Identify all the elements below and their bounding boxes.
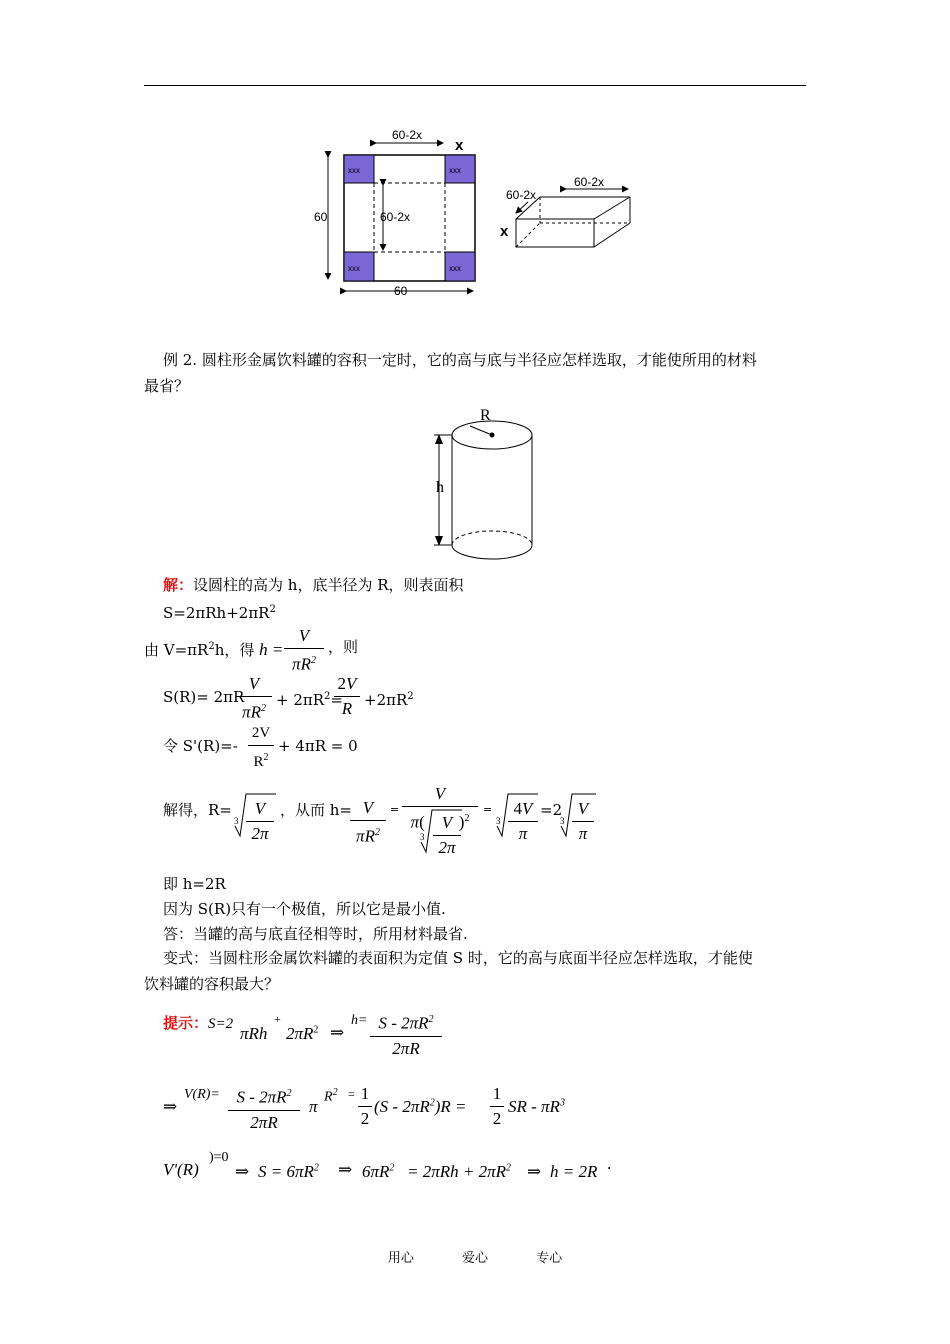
hint-half-1: 1 2 bbox=[358, 1083, 372, 1130]
root-fraction-1: V 2π bbox=[246, 798, 274, 845]
open-box bbox=[516, 197, 630, 247]
h-fraction: V $\pi R^2$ bbox=[284, 625, 324, 676]
inner-root-fraction: V 2π bbox=[433, 812, 461, 859]
hint-implies-5: ⇒ bbox=[527, 1162, 542, 1181]
variant-line1: 变式：当圆柱形金属饮料罐的表面积为定值 S 时，它的高与底面半径应怎样选取，才能使 bbox=[163, 949, 753, 967]
hint-implies-1: ⇒ bbox=[330, 1023, 345, 1042]
hint-r: $R^2$ bbox=[324, 1087, 338, 1105]
hint-line3-c: = $2\pi Rh + 2\pi R^2$ bbox=[407, 1162, 511, 1181]
hint-line3-b: $6\pi R^2$ bbox=[362, 1162, 395, 1181]
hint-v-fraction: S - $2\pi R^2$ 2πR bbox=[228, 1083, 300, 1134]
solution-intro: 设圆柱的高为 h，底半径为 R，则表面积 bbox=[193, 576, 464, 594]
sr-line-mid: + $2\pi R^2=$ bbox=[276, 691, 343, 709]
svg-text:3: 3 bbox=[234, 816, 239, 826]
bottom-dim-label: 60 bbox=[394, 284, 408, 298]
hint-vprime-end: )=0 bbox=[209, 1150, 229, 1165]
corner-label: xxx bbox=[348, 166, 360, 175]
hint-v-eq: V(R)= bbox=[184, 1087, 220, 1102]
corner-label: xxx bbox=[449, 166, 461, 175]
derivative-prefix: 令 S'(R)=- bbox=[163, 737, 238, 755]
eq-sign-2: = bbox=[483, 803, 493, 816]
hint-eq-small: = bbox=[348, 1087, 355, 1101]
left-dim-label: 60 bbox=[314, 210, 328, 224]
hint-implies-4: ⇒ bbox=[338, 1160, 353, 1179]
header-rule bbox=[144, 85, 806, 86]
solution-label: 解： bbox=[163, 576, 194, 594]
root-fraction-4: V π bbox=[572, 798, 594, 845]
footer-item: 专心 bbox=[536, 1251, 563, 1266]
box-x-label: x bbox=[500, 223, 509, 240]
example2-line2: 最省？ bbox=[144, 377, 190, 395]
hint-2pir: $2\pi R^2$ bbox=[286, 1024, 319, 1043]
sheet-and-box-diagram bbox=[300, 125, 660, 305]
root-fraction-3: 4V π bbox=[508, 798, 538, 845]
then-text: ，则 bbox=[328, 638, 359, 656]
conclusion-2: 因为 S(R)只有一个极值，所以它是最小值. bbox=[163, 900, 446, 918]
hint-s-minus: $(S - 2\pi R^2)R$ = bbox=[374, 1097, 467, 1116]
hint-label: 提示：S=2 bbox=[163, 1014, 234, 1032]
middle-dim-label: 60-2x bbox=[380, 210, 411, 224]
hint-sr-minus: SR - $\pi R^3$ bbox=[508, 1097, 565, 1116]
eq-sign-1: = bbox=[390, 803, 400, 816]
cylinder-diagram bbox=[420, 402, 550, 562]
hint-line3-a: $S = 6\pi R^2$ bbox=[258, 1162, 319, 1181]
svg-text:3: 3 bbox=[420, 832, 425, 842]
corner-label: xxx bbox=[449, 264, 461, 273]
sr-line-end: $+2\pi R^2$ bbox=[364, 691, 414, 709]
hint-implies-3: ⇒ bbox=[235, 1162, 250, 1181]
hint-h-eq: h= bbox=[351, 1013, 368, 1028]
svg-text:3: 3 bbox=[560, 816, 565, 826]
hint-pi: π bbox=[309, 1097, 318, 1116]
h-solve-fraction: V $\pi R^2$ bbox=[350, 797, 386, 848]
sr-line-prefix: S(R)= 2πR bbox=[163, 688, 245, 706]
derivative-fraction: 2V $R^2$ bbox=[248, 722, 274, 773]
hint-vprime: V'(R) bbox=[163, 1160, 199, 1179]
top-dim-label: 60-2x bbox=[392, 128, 423, 142]
svg-text:3: 3 bbox=[496, 816, 501, 826]
sr-fraction-2: 2V R bbox=[334, 673, 360, 720]
sr-fraction-1: V $\pi R^2$ bbox=[236, 673, 272, 724]
example2-line1: 例 2. 圆柱形金属饮料罐的容积一定时，它的高与底与半径应怎样选取，才能使所用的材料 bbox=[163, 351, 757, 369]
corner-label: xxx bbox=[348, 264, 360, 273]
hint-implies-2: ⇒ bbox=[163, 1097, 178, 1116]
x-label: x bbox=[455, 137, 464, 154]
box-top-dim-label: 60-2x bbox=[574, 175, 605, 189]
h-solve-fraction-2: V π( )$^2$ bbox=[402, 783, 478, 848]
answer: 答：当罐的高与底直径相等时，所用材料最省. bbox=[163, 925, 468, 943]
r-label: R bbox=[480, 407, 491, 424]
hint-pirh: πRh bbox=[240, 1024, 268, 1043]
solve-mid: ，从而 h= bbox=[280, 801, 352, 819]
solution-intro-line bbox=[163, 575, 464, 595]
page-footer bbox=[0, 1249, 950, 1269]
solve-prefix: 解得，R= bbox=[163, 801, 232, 819]
hint-line3-d: h = 2R bbox=[550, 1162, 598, 1181]
footer-item: 爱心 bbox=[461, 1251, 488, 1266]
hint-h-fraction: S - $2\pi R^2$ 2πR bbox=[370, 1009, 442, 1060]
conclusion-1: 即 h=2R bbox=[163, 875, 226, 893]
by-v-line: 由 $V=\pi R^2h$，得 h = bbox=[144, 640, 284, 659]
eq-sign-3: =2 bbox=[540, 801, 563, 819]
h-label: h bbox=[436, 479, 444, 496]
hint-plus: + bbox=[274, 1012, 281, 1026]
hint-half-2: 1 2 bbox=[490, 1083, 504, 1130]
variant-line2: 饮料罐的容积最大？ bbox=[144, 975, 280, 993]
footer-item: 用心 bbox=[387, 1251, 414, 1266]
box-left-dim-label: 60-2x bbox=[506, 188, 537, 202]
hint-dot: . bbox=[607, 1154, 612, 1173]
surface-area-formula: $S=2\pi Rh+2\pi R^2$ bbox=[163, 604, 276, 622]
derivative-end: + 4πR = 0 bbox=[278, 737, 358, 755]
